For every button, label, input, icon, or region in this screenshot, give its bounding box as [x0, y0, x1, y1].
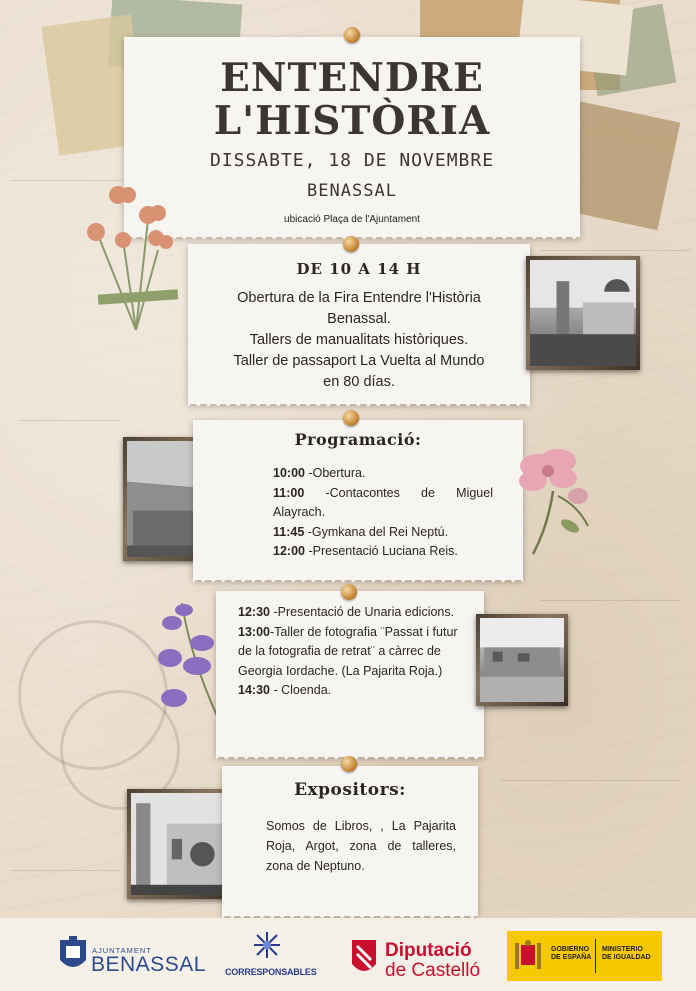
- ministry-label: MINISTERIO DE IGUALDAD: [602, 946, 651, 961]
- corresponsables-logo-text: CORRESPONSABLES: [225, 967, 317, 977]
- photo-image: [480, 618, 564, 702]
- facade-icon: [131, 793, 233, 895]
- village-icon: [480, 618, 564, 702]
- script-texture: [500, 780, 680, 781]
- corresponsables-star-icon: [252, 930, 282, 960]
- diputacio-crest-icon: [349, 936, 379, 978]
- programme-item: [273, 523, 493, 543]
- programme-time: 12:00: [273, 544, 305, 558]
- programme-text: - Cloenda.: [269, 683, 332, 697]
- pink-flower-illustration: [508, 446, 608, 556]
- benassal-council-label: AJUNTAMENT: [92, 946, 152, 955]
- fair-description: [198, 288, 520, 393]
- programme-heading: Programació:: [294, 430, 422, 449]
- fair-line: Benassal.: [327, 311, 391, 327]
- divider: [595, 939, 596, 973]
- programme-time: 10:00: [273, 466, 305, 480]
- event-title: [124, 57, 580, 143]
- programme-time: 14:30: [238, 683, 270, 697]
- photo-village-old: [476, 614, 568, 706]
- programme-time: 11:45: [273, 524, 305, 539]
- event-date: DISSABTE, 18 DE NOVEMBRE: [209, 150, 495, 171]
- fair-card: [188, 244, 530, 404]
- diputacio-logo-line1: Diputació: [385, 940, 472, 961]
- photo-image: [131, 793, 233, 895]
- programme2-card: [216, 591, 484, 757]
- programme-item: [273, 464, 493, 484]
- programme-text: -Contacontes de Miguel Alayrach.: [273, 485, 493, 519]
- fair-line: Taller de passaport La Vuelta al Mundo: [233, 353, 485, 369]
- pin-icon: [341, 756, 357, 772]
- government-label: GOBIERNO DE ESPAÑA: [551, 946, 592, 961]
- programme-item: [238, 623, 470, 682]
- title-line-1: ENTENDRE: [220, 55, 484, 101]
- benassal-crest-icon: [58, 934, 88, 974]
- programme-time: 11:00: [273, 485, 305, 500]
- programme-item: [273, 542, 493, 562]
- photo-church-facade: [127, 789, 237, 899]
- programme-item: [273, 484, 493, 523]
- dried-flower-illustration: [78, 180, 188, 340]
- government-logo-box: [507, 931, 662, 981]
- script-texture: [540, 600, 680, 601]
- programme-item: [238, 603, 470, 623]
- title-line-2: L'HISTÒRIA: [213, 98, 491, 144]
- programme-text: -Obertura.: [304, 466, 366, 480]
- exhibitors-card: [222, 766, 478, 916]
- programme2-list: [238, 603, 470, 701]
- fair-line: en 80 días.: [323, 374, 395, 390]
- pin-icon: [341, 584, 357, 600]
- sponsor-footer: [0, 918, 696, 991]
- programme-time: 12:30: [238, 605, 270, 619]
- spain-coat-of-arms-icon: [513, 939, 543, 973]
- fair-time: DE 10 A 14 H: [296, 260, 422, 278]
- title-card: [124, 37, 580, 237]
- script-texture: [20, 420, 120, 421]
- script-texture: [540, 250, 690, 251]
- pin-icon: [343, 410, 359, 426]
- pin-icon: [344, 27, 360, 43]
- exhibitors-text: Somos de Libros, , La Pajarita Roja, Argot, zona de talleres, zona de Neptuno.: [266, 819, 456, 873]
- exhibitors-heading: Expositors:: [294, 780, 406, 800]
- programme-list: [273, 464, 493, 562]
- fair-line: Tallers de manualitats històriques.: [249, 332, 469, 348]
- diputacio-logo-line2: de Castelló: [385, 960, 481, 981]
- church-icon: [530, 260, 636, 366]
- photo-church-town: [526, 256, 640, 370]
- programme-text: -Presentació de Unaria edicions.: [269, 605, 455, 619]
- fair-line: Obertura de la Fira Entendre l'Història: [237, 290, 481, 306]
- photo-image: [530, 260, 636, 366]
- programme-text: -Taller de fotografia ¨Passat i futur de la fotografia de retrat¨ a càrrec de Georgia Iordache. (La Pajarita Roja.): [238, 624, 458, 678]
- programme-time: 13:00: [238, 624, 270, 639]
- event-location: ubicació Plaça de l'Ajuntament: [284, 214, 420, 225]
- script-texture: [10, 870, 120, 871]
- programme-text: -Presentació Luciana Reis.: [304, 544, 458, 558]
- benassal-logo-text: BENASSAL: [91, 953, 206, 976]
- event-place: BENASSAL: [307, 181, 397, 201]
- pin-icon: [343, 236, 359, 252]
- programme-item: [238, 681, 470, 701]
- programme-text: -Gymkana del Rei Neptú.: [304, 524, 449, 539]
- programme-card: [193, 420, 523, 580]
